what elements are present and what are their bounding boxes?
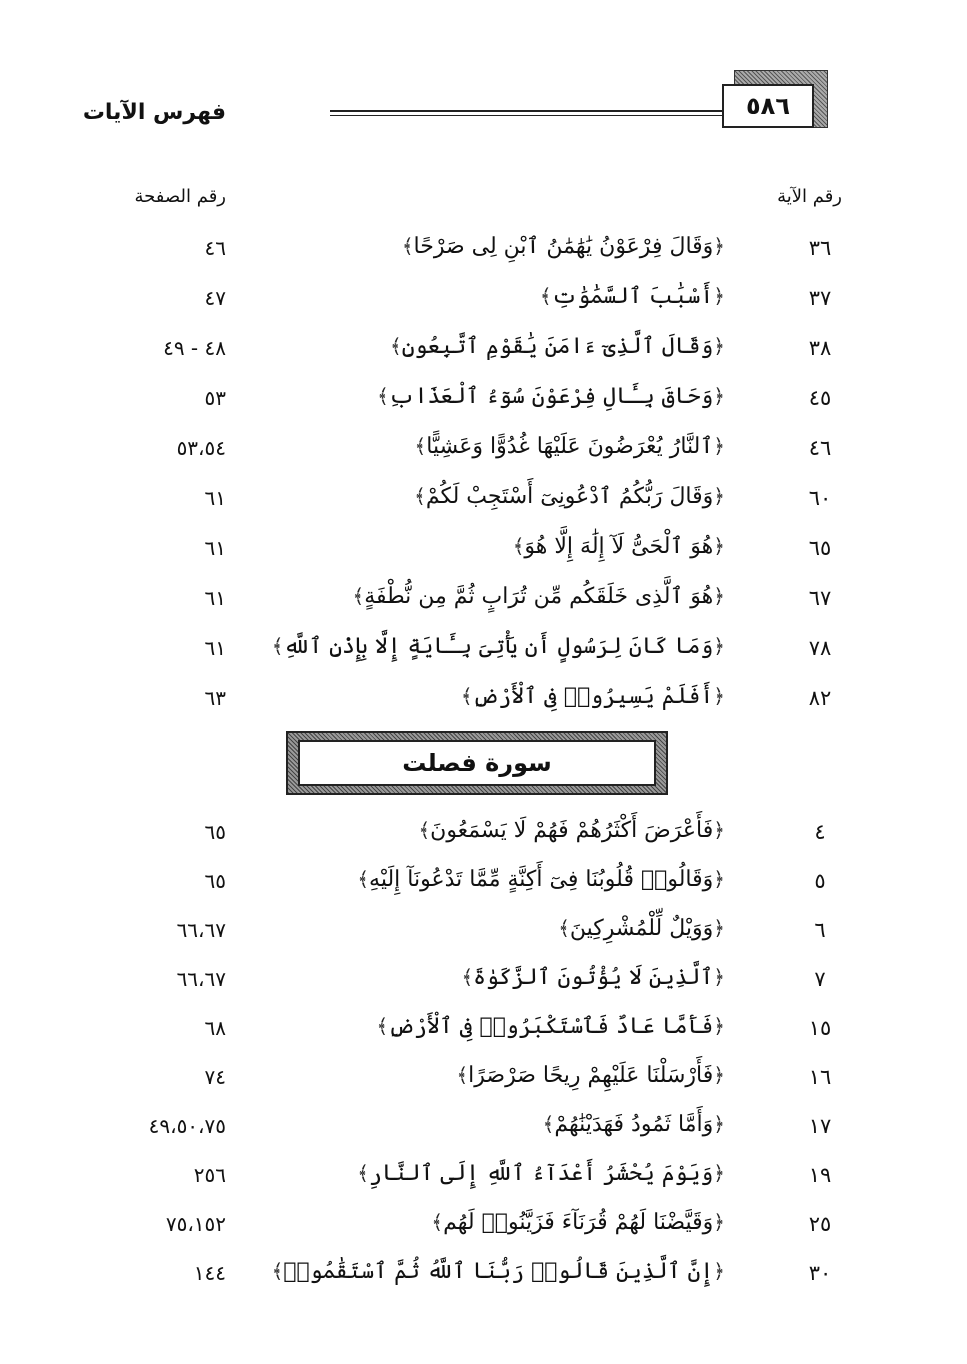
ornate-bracket-open: ﴿ — [713, 234, 725, 258]
ayah-text — [357, 867, 725, 892]
verse-number: ٣٨ — [808, 336, 832, 360]
ornate-bracket-open: ﴿ — [713, 1210, 725, 1234]
ornate-bracket-open: ﴿ — [713, 1014, 725, 1038]
index-row — [70, 580, 850, 624]
index-row — [70, 380, 850, 424]
ayah-text — [461, 684, 725, 709]
ayah-words: فَأَعْرَضَ أَكْثَرُهُمْ فَهُمْ لَا يَسْمَعُونَ — [430, 818, 714, 843]
surah-title: سورة فصلت — [298, 740, 656, 786]
ayah-text — [513, 534, 725, 559]
ayah-words: إِنَّ ٱلَّذِينَ قَالُوا۟ رَبُّنَا ٱللَّهُ ثُمَّ ٱسْتَقَٰمُوا۟ — [283, 1259, 714, 1284]
page-reference: ٦١ — [204, 486, 226, 510]
index-row — [70, 330, 850, 374]
ornate-bracket-close: ﴾ — [558, 916, 570, 940]
ayah-text — [352, 584, 725, 609]
verse-number: ٣٦ — [808, 236, 832, 260]
index-row — [70, 863, 850, 907]
page-reference: ٦١ — [204, 536, 226, 560]
page-reference: ٦١ — [204, 636, 226, 660]
verse-number: ٥ — [814, 869, 826, 893]
ornate-bracket-close: ﴾ — [357, 1161, 369, 1185]
verse-number: ٦٧ — [808, 586, 832, 610]
index-row — [70, 1255, 850, 1299]
ornate-bracket-close: ﴾ — [414, 434, 427, 458]
page-reference: ٧٥،١٥٢ — [165, 1212, 226, 1236]
ornate-bracket-open: ﴿ — [713, 284, 725, 308]
verse-number-heading: رقم الآية — [777, 186, 842, 207]
index-row — [70, 912, 850, 956]
page-reference: ٦٥ — [204, 869, 226, 893]
ornate-bracket-close: ﴾ — [377, 384, 389, 408]
ayah-text — [357, 1161, 725, 1186]
verse-number: ٦٥ — [808, 536, 832, 560]
index-row — [70, 630, 850, 674]
ornate-bracket-close: ﴾ — [357, 867, 370, 891]
page-number: ٥٨٦ — [722, 84, 814, 128]
verse-number: ١٥ — [808, 1016, 832, 1040]
index-row — [70, 1059, 850, 1103]
ayah-text — [414, 484, 725, 509]
running-title: فهرس الآيات — [82, 100, 226, 125]
page-reference: ٦٥ — [204, 820, 226, 844]
ayah-words: وَقَيَّضْنَا لَهُمْ قُرَنَآءَ فَزَيَّنُوا۟ لَهُم — [443, 1210, 714, 1235]
ayah-words: وَقَالَ فِرْعَوْنُ يَٰهَٰمَٰنُ ٱبْنِ لِى صَرْحًا — [413, 234, 714, 259]
ornate-bracket-open: ﴿ — [713, 916, 725, 940]
verse-number: ٦ — [814, 918, 826, 942]
index-row — [70, 530, 850, 574]
ornate-bracket-close: ﴾ — [271, 634, 284, 658]
page-reference: ٤٩،٥٠،٧٥ — [148, 1114, 226, 1138]
ornate-bracket-close: ﴾ — [271, 1259, 284, 1283]
verse-number: ٣٧ — [808, 286, 832, 310]
ayah-text — [540, 284, 725, 309]
index-row — [70, 230, 850, 274]
ornate-bracket-open: ﴿ — [713, 634, 725, 658]
ayah-words: وَقَالَ رَبُّكُمُ ٱدْعُونِىٓ أَسْتَجِبْ لَكُمْ — [425, 484, 714, 509]
index-row — [70, 430, 850, 474]
verse-number: ١٧ — [808, 1114, 832, 1138]
ayah-text — [376, 1014, 725, 1039]
ornate-bracket-close: ﴾ — [352, 584, 365, 608]
page-reference: ٦٦،٦٧ — [176, 918, 226, 942]
ayah-text — [272, 1259, 725, 1284]
verse-number: ٨٢ — [808, 686, 832, 710]
ornate-bracket-open: ﴿ — [713, 684, 725, 708]
ayah-text — [402, 234, 725, 259]
header-rule — [330, 110, 722, 116]
index-row — [70, 814, 850, 858]
ayah-text — [461, 965, 725, 990]
ayah-text — [415, 434, 725, 459]
ayah-text — [431, 1210, 725, 1235]
page-reference: ٢٥٦ — [193, 1163, 226, 1187]
ayah-words: وَمَا كَانَ لِرَسُولٍ أَن يَأْتِىَ بِـَٔايَةٍ إِلَّا بِإِذْنِ ٱللَّهِ — [283, 634, 714, 659]
index-row — [70, 1108, 850, 1152]
page-reference: ٤٧ — [204, 286, 226, 310]
ayah-words: وَيَوْمَ يُحْشَرُ أَعْدَآءُ ٱللَّهِ إِلَى ٱلنَّارِ — [368, 1161, 714, 1186]
index-row — [70, 480, 850, 524]
page-reference: ٦٨ — [204, 1016, 226, 1040]
page-number-heading: رقم الصفحة — [134, 186, 226, 207]
index-row — [70, 961, 850, 1005]
verse-number: ٢٥ — [808, 1212, 832, 1236]
ayah-text — [456, 1063, 725, 1088]
ayah-words: وَوَيْلٌ لِّلْمُشْرِكِينَ — [569, 916, 714, 941]
ornate-bracket-close: ﴾ — [418, 818, 431, 842]
ornate-bracket-open: ﴿ — [713, 584, 725, 608]
ornate-bracket-open: ﴿ — [713, 867, 725, 891]
index-row — [70, 680, 850, 724]
ayah-text — [418, 818, 725, 843]
page-reference: ٦١ — [204, 586, 226, 610]
verse-number: ١٦ — [808, 1065, 832, 1089]
ornate-bracket-open: ﴿ — [713, 1161, 725, 1185]
ornate-bracket-open: ﴿ — [713, 434, 725, 458]
page-reference: ١٤٤ — [193, 1261, 226, 1285]
page-reference: ٧٤ — [204, 1065, 226, 1089]
ornate-bracket-open: ﴿ — [713, 1259, 725, 1283]
ornate-bracket-open: ﴿ — [713, 484, 725, 508]
ornate-bracket-open: ﴿ — [713, 965, 725, 989]
ornate-bracket-open: ﴿ — [713, 384, 725, 408]
ayah-words: وَقَالُوا۟ قُلُوبُنَا فِىٓ أَكِنَّةٍ مِّمَّا تَدْعُونَآ إِلَيْهِ — [369, 867, 714, 892]
ornate-bracket-open: ﴿ — [713, 1112, 725, 1136]
ayah-words: أَفَلَمْ يَسِيرُوا۟ فِى ٱلْأَرْضِ — [472, 684, 714, 709]
ornate-bracket-close: ﴾ — [376, 1014, 389, 1038]
page-reference: ٤٦ — [204, 236, 226, 260]
ayah-words: وَأَمَّا ثَمُودُ فَهَدَيْنَٰهُمْ — [554, 1112, 714, 1137]
ayah-words: وَقَالَ ٱلَّذِىٓ ءَامَنَ يَٰقَوْمِ ٱتَّبِعُونِ — [401, 334, 714, 359]
index-row — [70, 1157, 850, 1201]
ayah-words: وَحَاقَ بِـَٔالِ فِرْعَوْنَ سُوٓءُ ٱلْعَذَابِ — [388, 384, 714, 409]
ayah-words: هُوَ ٱلْحَىُّ لَآ إِلَٰهَ إِلَّا هُوَ — [524, 534, 714, 559]
ornate-bracket-close: ﴾ — [414, 484, 426, 508]
index-row — [70, 280, 850, 324]
verse-number: ٤٥ — [808, 386, 832, 410]
ornate-bracket-close: ﴾ — [542, 1112, 555, 1136]
ayah-words: ٱلنَّارُ يُعْرَضُونَ عَلَيْهَا غُدُوًّا وَعَشِيًّا — [426, 434, 714, 459]
verse-number: ٦٠ — [808, 486, 832, 510]
ornate-bracket-open: ﴿ — [713, 334, 725, 358]
ayah-words: فَأَرْسَلْنَا عَلَيْهِمْ رِيحًا صَرْصَرًا — [468, 1063, 714, 1088]
ornate-bracket-close: ﴾ — [461, 965, 474, 989]
verse-number: ٧ — [814, 967, 826, 991]
ornate-bracket-open: ﴿ — [713, 818, 725, 842]
ayah-words: فَأَمَّا عَادٌ فَٱسْتَكْبَرُوا۟ فِى ٱلْأَرْضِ — [388, 1014, 714, 1039]
verse-number: ٧٨ — [808, 636, 832, 660]
ayah-text — [377, 384, 725, 409]
page-reference: ٦٦،٦٧ — [176, 967, 226, 991]
ayah-text — [558, 916, 725, 941]
verse-number: ١٩ — [808, 1163, 832, 1187]
verse-number: ٣٠ — [808, 1261, 832, 1285]
ayah-words: هُوَ ٱلَّذِى خَلَقَكُم مِّن تُرَابٍ ثُمَّ مِن نُّطْفَةٍ — [364, 584, 714, 609]
ayah-text — [272, 634, 725, 659]
index-row — [70, 1206, 850, 1250]
ayah-words: أَسْبَٰبَ ٱلسَّمَٰوَٰتِ — [551, 284, 714, 309]
ornate-bracket-open: ﴿ — [713, 534, 725, 558]
ornate-bracket-close: ﴾ — [431, 1210, 444, 1234]
ayah-words: ٱلَّذِينَ لَا يُؤْتُونَ ٱلزَّكَوٰةَ — [473, 965, 714, 990]
page-reference: ٥٣،٥٤ — [176, 436, 226, 460]
page-reference: ٥٣ — [204, 386, 226, 410]
page-reference: ٤٨ - ٤٩ — [163, 336, 226, 360]
ornate-bracket-open: ﴿ — [713, 1063, 725, 1087]
ornate-bracket-close: ﴾ — [456, 1063, 469, 1087]
verse-number: ٤ — [814, 820, 826, 844]
page-reference: ٦٣ — [204, 686, 226, 710]
ornate-bracket-close: ﴾ — [539, 284, 552, 308]
verse-number: ٤٦ — [808, 436, 832, 460]
ayah-text — [390, 334, 725, 359]
ornate-bracket-close: ﴾ — [460, 684, 473, 708]
ornate-bracket-close: ﴾ — [401, 234, 414, 258]
index-row — [70, 1010, 850, 1054]
ayah-text — [543, 1112, 725, 1137]
ornate-bracket-close: ﴾ — [512, 534, 525, 558]
ornate-bracket-close: ﴾ — [389, 334, 402, 358]
